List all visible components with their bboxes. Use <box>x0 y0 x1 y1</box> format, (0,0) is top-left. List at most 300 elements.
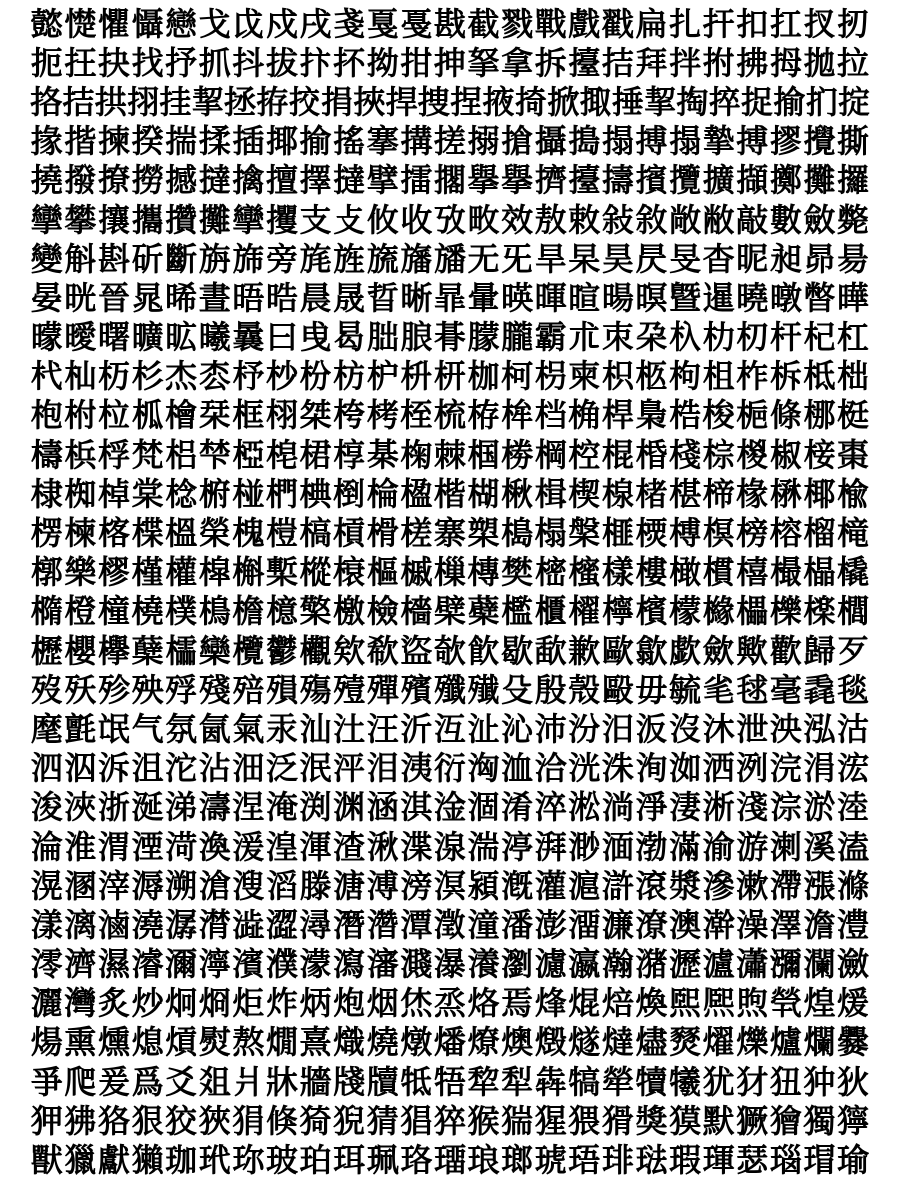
glyph-cell: 擘 <box>366 161 399 200</box>
glyph-cell: 澡 <box>736 905 769 944</box>
glyph-cell: 瑙 <box>769 1141 802 1180</box>
glyph-cell: 渝 <box>702 827 735 866</box>
glyph-cell: 戌 <box>299 4 332 43</box>
glyph-cell: 椈 <box>400 435 433 474</box>
glyph-cell: 樅 <box>299 553 332 592</box>
glyph-cell: 掾 <box>30 122 63 161</box>
glyph-cell: 枋 <box>333 357 366 396</box>
glyph-cell: 渫 <box>400 827 433 866</box>
glyph-cell: 瀚 <box>601 945 634 984</box>
glyph-cell: 杞 <box>803 318 836 357</box>
glyph-cell: 燉 <box>400 1023 433 1062</box>
glyph-cell: 蘗 <box>467 592 500 631</box>
glyph-cell: 椄 <box>803 435 836 474</box>
glyph-cell: 擇 <box>299 161 332 200</box>
glyph-cell: 泯 <box>299 749 332 788</box>
glyph-cell: 搨 <box>601 122 634 161</box>
glyph-row <box>30 984 870 1023</box>
glyph-cell: 獗 <box>736 1101 769 1140</box>
glyph-cell: 沐 <box>702 709 735 748</box>
glyph-cell: 梔 <box>736 396 769 435</box>
glyph-cell: 燹 <box>669 1023 702 1062</box>
glyph-cell: 爲 <box>131 1062 164 1101</box>
glyph-cell: 沚 <box>467 709 500 748</box>
glyph-cell: 旡 <box>501 239 534 278</box>
glyph-cell: 濘 <box>198 945 231 984</box>
glyph-cell: 昊 <box>601 239 634 278</box>
glyph-cell: 椰 <box>803 474 836 513</box>
glyph-cell: 掏 <box>676 82 709 121</box>
glyph-row <box>30 161 870 200</box>
glyph-cell: 漑 <box>501 866 534 905</box>
glyph-cell: 猩 <box>534 1101 567 1140</box>
glyph-cell: 滂 <box>400 866 433 905</box>
glyph-cell: 濟 <box>64 945 97 984</box>
glyph-cell: 椽 <box>736 474 769 513</box>
glyph-cell: 變 <box>30 239 63 278</box>
glyph-cell: 杼 <box>232 357 265 396</box>
glyph-cell: 旆 <box>232 239 265 278</box>
glyph-cell: 檪 <box>803 592 836 631</box>
glyph-cell: 燗 <box>265 1023 298 1062</box>
glyph-cell: 晁 <box>131 278 164 317</box>
glyph-cell: 滸 <box>601 866 634 905</box>
glyph-cell: 洵 <box>635 749 668 788</box>
glyph-row <box>30 82 870 121</box>
glyph-cell: 琺 <box>635 1141 668 1180</box>
glyph-cell: 榮 <box>198 514 231 553</box>
glyph-cell: 澧 <box>837 905 870 944</box>
glyph-cell: 挈 <box>644 82 677 121</box>
glyph-cell: 樒 <box>534 553 567 592</box>
glyph-cell: 拜 <box>635 43 668 82</box>
glyph-cell: 杁 <box>669 318 702 357</box>
glyph-cell: 氛 <box>165 709 198 748</box>
glyph-cell: 捽 <box>708 82 741 121</box>
glyph-cell: 朖 <box>400 318 433 357</box>
glyph-cell: 擡 <box>568 43 601 82</box>
glyph-cell: 沱 <box>165 749 198 788</box>
glyph-cell: 爭 <box>30 1062 63 1101</box>
glyph-cell: 湶 <box>433 827 466 866</box>
glyph-cell: 晢 <box>366 278 399 317</box>
glyph-cell: 梳 <box>433 396 466 435</box>
glyph-cell: 搶 <box>501 122 534 161</box>
glyph-cell: 獸 <box>30 1141 63 1180</box>
glyph-cell: 曙 <box>97 318 130 357</box>
glyph-cell: 扼 <box>30 43 63 82</box>
glyph-cell: 槿 <box>131 553 164 592</box>
glyph-cell: 晏 <box>30 278 63 317</box>
glyph-row <box>30 709 870 748</box>
glyph-cell: 欸 <box>333 631 366 670</box>
glyph-cell: 撻 <box>198 161 231 200</box>
glyph-cell: 淦 <box>433 788 466 827</box>
glyph-cell: 湮 <box>131 827 164 866</box>
glyph-cell: 橙 <box>64 592 97 631</box>
glyph-cell: 梟 <box>635 396 668 435</box>
glyph-cell: 攷 <box>433 200 466 239</box>
glyph-cell: 檍 <box>265 592 298 631</box>
glyph-cell: 濺 <box>400 945 433 984</box>
glyph-cell: 抉 <box>97 43 130 82</box>
glyph-cell: 曚 <box>30 318 63 357</box>
glyph-row <box>30 396 870 435</box>
glyph-cell: 歿 <box>30 670 63 709</box>
glyph-cell: 獎 <box>635 1101 668 1140</box>
glyph-cell: 檄 <box>333 592 366 631</box>
glyph-cell: 烋 <box>400 984 433 1023</box>
glyph-cell: 晟 <box>333 278 366 317</box>
glyph-cell: 楸 <box>501 474 534 513</box>
glyph-cell: 漓 <box>64 905 97 944</box>
glyph-cell: 狆 <box>803 1062 836 1101</box>
glyph-cell: 沛 <box>534 709 567 748</box>
glyph-cell: 榠 <box>702 514 735 553</box>
glyph-cell: 洶 <box>467 749 500 788</box>
glyph-cell: 柆 <box>97 396 130 435</box>
glyph-cell: 煦 <box>736 984 769 1023</box>
glyph-cell: 攴 <box>333 200 366 239</box>
glyph-cell: 檗 <box>433 592 466 631</box>
glyph-cell: 玳 <box>198 1141 231 1180</box>
glyph-cell: 毫 <box>769 670 802 709</box>
glyph-cell: 棠 <box>131 474 164 513</box>
glyph-cell: 爨 <box>837 1023 870 1062</box>
glyph-cell: 拊 <box>702 43 735 82</box>
glyph-cell: 獨 <box>803 1101 836 1140</box>
glyph-cell: 洒 <box>702 749 735 788</box>
glyph-cell: 敘 <box>635 200 668 239</box>
glyph-cell: 衍 <box>433 749 466 788</box>
glyph-cell: 揩 <box>64 122 97 161</box>
glyph-cell: 曦 <box>198 318 231 357</box>
glyph-cell: 沮 <box>131 749 164 788</box>
glyph-cell: 枌 <box>299 357 332 396</box>
glyph-cell: 擒 <box>232 161 265 200</box>
glyph-cell: 拿 <box>501 43 534 82</box>
glyph-cell: 灣 <box>64 984 97 1023</box>
glyph-cell: 滉 <box>30 866 63 905</box>
glyph-cell: 涅 <box>232 788 265 827</box>
glyph-cell: 默 <box>702 1101 735 1140</box>
glyph-cell: 盜 <box>400 631 433 670</box>
glyph-cell: 楪 <box>131 514 164 553</box>
glyph-cell: 柞 <box>736 357 769 396</box>
glyph-cell: 櫟 <box>769 592 802 631</box>
glyph-cell: 淬 <box>534 788 567 827</box>
glyph-cell: 瀛 <box>568 945 601 984</box>
glyph-cell: 枅 <box>433 357 466 396</box>
glyph-cell: 揄 <box>773 82 806 121</box>
glyph-cell: 拇 <box>769 43 802 82</box>
glyph-cell: 炒 <box>131 984 164 1023</box>
glyph-cell: 拋 <box>803 43 836 82</box>
glyph-cell: 棗 <box>837 435 870 474</box>
glyph-cell: 犢 <box>635 1062 668 1101</box>
glyph-cell: 樶 <box>769 553 802 592</box>
glyph-cell: 枷 <box>467 357 500 396</box>
glyph-cell: 捐 <box>320 82 353 121</box>
glyph-cell: 猯 <box>501 1101 534 1140</box>
glyph-cell: 殫 <box>366 670 399 709</box>
glyph-cell: 渙 <box>198 827 231 866</box>
glyph-cell: 榲 <box>165 514 198 553</box>
glyph-cell: 猜 <box>366 1101 399 1140</box>
glyph-cell: 淇 <box>400 788 433 827</box>
glyph-row <box>30 239 870 278</box>
glyph-cell: 歔 <box>669 631 702 670</box>
glyph-cell: 擴 <box>702 161 735 200</box>
glyph-cell: 栞 <box>198 396 231 435</box>
glyph-row <box>30 1023 870 1062</box>
glyph-cell: 抻 <box>433 43 466 82</box>
glyph-cell: 滌 <box>837 866 870 905</box>
glyph-cell: 濤 <box>198 788 231 827</box>
glyph-cell: 泪 <box>366 749 399 788</box>
glyph-cell: 揶 <box>265 122 298 161</box>
glyph-cell: 柬 <box>568 357 601 396</box>
glyph-cell: 擷 <box>736 161 769 200</box>
glyph-cell: 澆 <box>131 905 164 944</box>
glyph-cell: 楁 <box>97 514 130 553</box>
glyph-cell: 撓 <box>30 161 63 200</box>
glyph-cell: 暉 <box>534 278 567 317</box>
glyph-cell: 燠 <box>501 1023 534 1062</box>
glyph-cell: 潦 <box>635 905 668 944</box>
glyph-cell: 截 <box>467 4 500 43</box>
glyph-cell: 櫚 <box>837 592 870 631</box>
glyph-cell: 爍 <box>736 1023 769 1062</box>
glyph-cell: 瀋 <box>366 945 399 984</box>
glyph-cell: 汞 <box>265 709 298 748</box>
glyph-cell: 泱 <box>769 709 802 748</box>
glyph-cell: 氓 <box>97 709 130 748</box>
glyph-cell: 橦 <box>97 592 130 631</box>
glyph-cell: 枡 <box>400 357 433 396</box>
glyph-cell: 櫪 <box>30 631 63 670</box>
glyph-cell: 浚 <box>30 788 63 827</box>
glyph-cell: 挍 <box>288 82 321 121</box>
glyph-cell: 潘 <box>501 905 534 944</box>
glyph-cell: 溷 <box>64 866 97 905</box>
glyph-cell: 鬱 <box>265 631 298 670</box>
glyph-cell: 澪 <box>30 945 63 984</box>
glyph-cell: 搆 <box>400 122 433 161</box>
glyph-cell: 懾 <box>131 4 164 43</box>
glyph-cell: 烝 <box>433 984 466 1023</box>
glyph-cell: 濔 <box>165 945 198 984</box>
glyph-cell: 收 <box>400 200 433 239</box>
glyph-cell: 曩 <box>232 318 265 357</box>
glyph-cell: 毯 <box>837 670 870 709</box>
glyph-cell: 扠 <box>803 4 836 43</box>
glyph-cell: 樢 <box>198 592 231 631</box>
glyph-cell: 瀉 <box>333 945 366 984</box>
glyph-cell: 瑁 <box>803 1141 836 1180</box>
glyph-cell: 柝 <box>769 357 802 396</box>
glyph-cell: 槲 <box>232 553 265 592</box>
glyph-cell: 犒 <box>568 1062 601 1101</box>
glyph-cell: 杲 <box>568 239 601 278</box>
glyph-cell: 橈 <box>131 592 164 631</box>
glyph-cell: 澹 <box>803 905 836 944</box>
glyph-cell: 暾 <box>769 278 802 317</box>
glyph-cell: 煥 <box>635 984 668 1023</box>
glyph-cell: 珞 <box>400 1141 433 1180</box>
glyph-cell: 滾 <box>635 866 668 905</box>
glyph-cell: 狎 <box>30 1101 63 1140</box>
glyph-cell: 桀 <box>299 396 332 435</box>
glyph-cell: 櫁 <box>568 553 601 592</box>
glyph-cell: 珸 <box>568 1141 601 1180</box>
glyph-cell: 撕 <box>837 122 870 161</box>
glyph-cell: 瑕 <box>669 1141 702 1180</box>
glyph-cell: 曵 <box>299 318 332 357</box>
glyph-cell: 樔 <box>433 553 466 592</box>
glyph-cell: 沒 <box>669 709 702 748</box>
glyph-cell: 杤 <box>97 357 130 396</box>
glyph-cell: 摯 <box>702 122 735 161</box>
glyph-cell: 汳 <box>635 709 668 748</box>
glyph-row <box>30 200 870 239</box>
glyph-row <box>30 827 870 866</box>
glyph-cell: 斟 <box>97 239 130 278</box>
glyph-cell: 拮 <box>601 43 634 82</box>
glyph-cell: 樸 <box>165 592 198 631</box>
glyph-cell: 寨 <box>433 514 466 553</box>
glyph-cell: 櫑 <box>736 592 769 631</box>
glyph-cell: 攜 <box>131 200 164 239</box>
glyph-cell: 楝 <box>64 514 97 553</box>
glyph-cell: 猴 <box>467 1101 500 1140</box>
glyph-cell: 狢 <box>97 1101 130 1140</box>
glyph-cell: 湲 <box>232 827 265 866</box>
glyph-cell: 殲 <box>433 670 466 709</box>
glyph-cell: 歛 <box>702 631 735 670</box>
glyph-cell: 渊 <box>333 788 366 827</box>
glyph-cell: 牘 <box>366 1062 399 1101</box>
glyph-cell: 椨 <box>198 474 231 513</box>
glyph-cell: 昿 <box>165 318 198 357</box>
glyph-cell: 槊 <box>467 514 500 553</box>
glyph-cell: 炮 <box>333 984 366 1023</box>
glyph-cell: 澤 <box>769 905 802 944</box>
glyph-cell: 湫 <box>366 827 399 866</box>
glyph-cell: 狄 <box>837 1062 870 1101</box>
glyph-cell: 晝 <box>198 278 231 317</box>
glyph-cell: 朧 <box>501 318 534 357</box>
glyph-cell: 潛 <box>333 905 366 944</box>
glyph-cell: 欷 <box>366 631 399 670</box>
glyph-cell: 撼 <box>165 161 198 200</box>
glyph-cell: 樛 <box>97 553 130 592</box>
glyph-cell: 犧 <box>669 1062 702 1101</box>
glyph-cell: 歉 <box>568 631 601 670</box>
glyph-cell: 梭 <box>702 396 735 435</box>
glyph-cell: 攫 <box>265 200 298 239</box>
glyph-cell: 渭 <box>97 827 130 866</box>
glyph-cell: 淹 <box>265 788 298 827</box>
glyph-cell: 旛 <box>400 239 433 278</box>
glyph-cell: 殍 <box>165 670 198 709</box>
glyph-cell: 槞 <box>837 514 870 553</box>
glyph-cell: 珮 <box>366 1141 399 1180</box>
glyph-cell: 狹 <box>198 1101 231 1140</box>
glyph-row <box>30 945 870 984</box>
glyph-cell: 栲 <box>366 396 399 435</box>
glyph-cell: 犂 <box>467 1062 500 1101</box>
glyph-cell: 楙 <box>769 474 802 513</box>
glyph-cell: 殯 <box>400 670 433 709</box>
glyph-cell: 柮 <box>837 357 870 396</box>
glyph-cell: 淅 <box>702 788 735 827</box>
glyph-cell: 濂 <box>601 905 634 944</box>
glyph-cell: 枦 <box>366 357 399 396</box>
glyph-cell: 洙 <box>601 749 634 788</box>
glyph-cell: 涕 <box>165 788 198 827</box>
glyph-cell: 攤 <box>803 161 836 200</box>
glyph-cell: 檬 <box>669 592 702 631</box>
glyph-cell: 拯 <box>224 82 257 121</box>
glyph-cell: 檳 <box>635 592 668 631</box>
glyph-cell: 爛 <box>803 1023 836 1062</box>
glyph-cell: 拏 <box>467 43 500 82</box>
glyph-cell: 溟 <box>433 866 466 905</box>
glyph-cell: 毓 <box>669 670 702 709</box>
glyph-cell: 欹 <box>433 631 466 670</box>
glyph-cell: 楮 <box>635 474 668 513</box>
glyph-cell: 潼 <box>467 905 500 944</box>
glyph-cell: 犖 <box>601 1062 634 1101</box>
glyph-cell: 歟 <box>736 631 769 670</box>
glyph-cell: 毟 <box>702 670 735 709</box>
glyph-cell: 掟 <box>837 82 870 121</box>
glyph-cell: 狃 <box>769 1062 802 1101</box>
glyph-cell: 爿 <box>232 1062 265 1101</box>
glyph-cell: 柤 <box>702 357 735 396</box>
glyph-cell: 澁 <box>232 905 265 944</box>
glyph-cell: 找 <box>131 43 164 82</box>
glyph-cell: 歇 <box>501 631 534 670</box>
glyph-cell: 樊 <box>501 553 534 592</box>
glyph-cell: 浹 <box>64 788 97 827</box>
glyph-cell: 濱 <box>232 945 265 984</box>
glyph-row <box>30 788 870 827</box>
glyph-cell: 汪 <box>366 709 399 748</box>
glyph-cell: 牾 <box>433 1062 466 1101</box>
glyph-cell: 檐 <box>232 592 265 631</box>
glyph-cell: 泄 <box>736 709 769 748</box>
glyph-cell: 煢 <box>769 984 802 1023</box>
glyph-cell: 湍 <box>467 827 500 866</box>
glyph-cell: 梠 <box>165 435 198 474</box>
glyph-cell: 湟 <box>265 827 298 866</box>
glyph-cell: 棊 <box>366 435 399 474</box>
glyph-cell: 榴 <box>803 514 836 553</box>
glyph-cell: 獻 <box>97 1141 130 1180</box>
glyph-cell: 狡 <box>165 1101 198 1140</box>
glyph-cell: 榻 <box>534 514 567 553</box>
glyph-cell: 櫻 <box>64 631 97 670</box>
glyph-cell: 炬 <box>232 984 265 1023</box>
glyph-cell: 洌 <box>736 749 769 788</box>
glyph-cell: 桎 <box>400 396 433 435</box>
glyph-cell: 椡 <box>333 474 366 513</box>
glyph-cell: 燎 <box>467 1023 500 1062</box>
glyph-cell: 桙 <box>501 396 534 435</box>
glyph-cell: 旌 <box>333 239 366 278</box>
